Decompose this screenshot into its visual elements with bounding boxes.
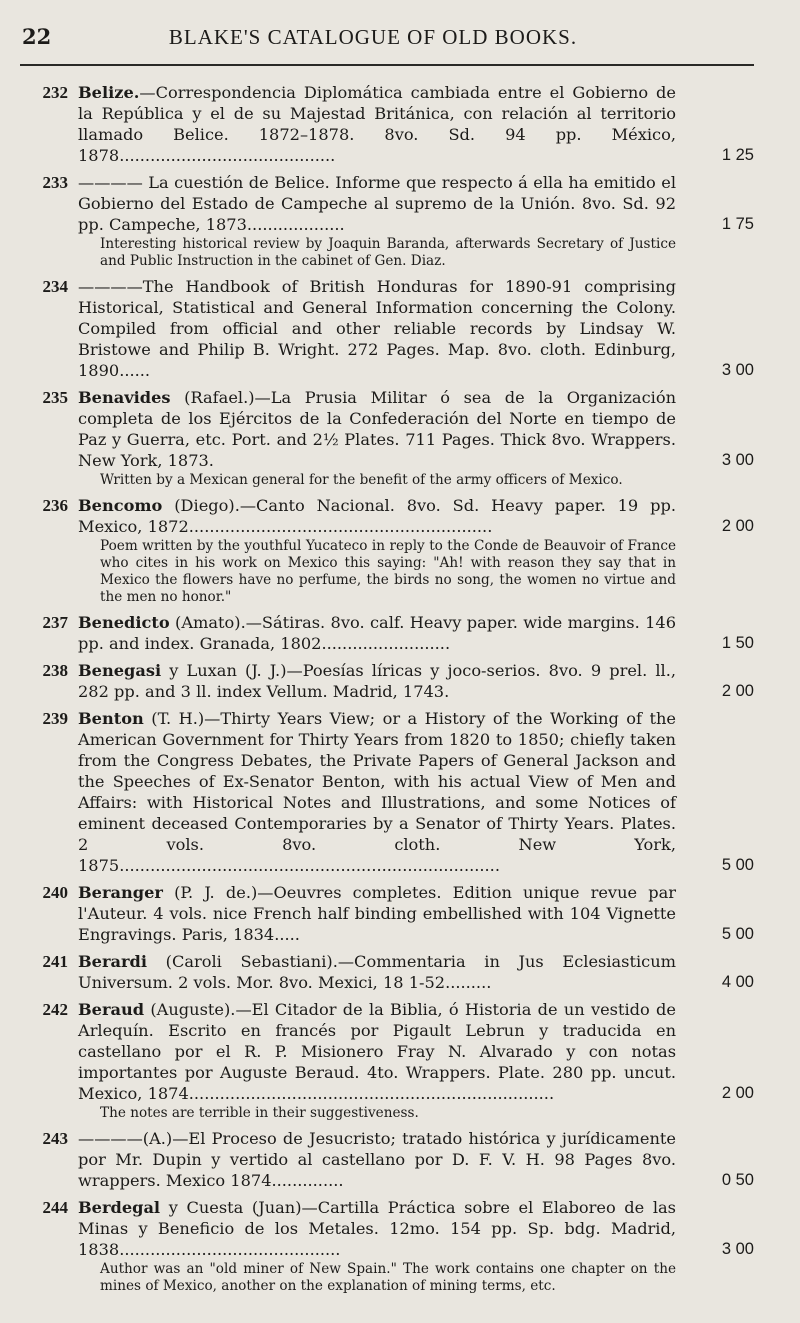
entry-author: Benton [78,709,144,728]
entry-text: (Diego).—Canto Nacional. 8vo. Sd. Heavy paper. 19 pp. Mexico, 1872........................................................... [78,496,676,536]
running-head [20,24,754,58]
catalogue-entry [20,276,754,381]
page-number: 22 [22,24,52,49]
catalogue-entry [20,612,754,654]
entry-number: 243 [42,1129,68,1148]
entry-author: Berdegal [78,1198,161,1217]
entry-text: (Rafael.)—La Prusia Militar ó sea de la Organización completa de los Ejércitos de la Confederación del Norte en tiempo de Paz y Guerra, etc. Port. and 2½ Plates. 711 Pages. Thick 8vo. Wrappers. New York, 1873. [78,388,676,470]
entry-text: y Cuesta (Juan)—Cartilla Práctica sobre el Elaboreo de las Minas y Beneficio de los Metales. 12mo. 154 pp. Sp. bdg. Madrid, 1838........................................... [78,1198,676,1259]
entry-number: 238 [42,661,68,680]
entry-description [78,951,676,993]
entry-text: (P. J. de.)—Oeuvres completes. Edition unique revue par l'Auteur. 4 vols. nice French half binding embellished with 104 Vignette Engravings. Paris, 1834..... [78,883,676,944]
entry-number: 234 [42,277,68,296]
entry-text: ————(A.)—El Proceso de Jesucristo; tratado histórica y jurídicamente por Mr. Dupin y vertido al castellano por D. F. V. H. 98 Pages 8vo. wrappers. Mexico 1874.............. [78,1129,676,1190]
entry-price: 1 25 [721,146,754,164]
catalogue-entry [20,387,754,489]
entry-text: ————The Handbook of British Honduras for 1890-91 comprising Historical, Statistical and General Information concerning the Colony. Compiled from official and other reliable records by Lindsay W. Bristowe and Philip B. Wright. 272 Pages. Map. 8vo. cloth. Edinburg, 1890...... [78,277,676,380]
entry-number: 241 [42,952,68,971]
catalogue-entry [20,660,754,702]
catalogue-entry [20,999,754,1122]
entry-author: Benedicto [78,613,170,632]
entry-note: The notes are terrible in their suggestiveness. [100,1105,419,1121]
catalogue-entry [20,82,754,166]
catalogue-entry [20,1197,754,1295]
catalogue-entry [20,951,754,993]
entry-description [78,660,676,702]
entry-number: 240 [42,883,68,902]
entry-description [78,882,676,945]
entry-text: —Correspondencia Diplomática cambiada entre el Gobierno de la República y el de su Majestad Británica, con relación al territorio llamado Belice. 1872–1878. 8vo. Sd. 94 pp. México, 1878.......................................... [78,83,676,165]
entry-description [78,172,676,235]
entry-author: Benegasi [78,661,162,680]
entry-price: 3 00 [721,1240,754,1258]
entry-text: (Caroli Sebastiani).—Commentaria in Jus Eclesiasticum Universum. 2 vols. Mor. 8vo. Mexici, 18 1-52......... [78,952,676,992]
entry-price: 5 00 [721,925,754,943]
entry-description [78,612,676,654]
catalogue-entry [20,172,754,270]
entry-price: 1 75 [721,215,754,233]
header-rule [20,64,754,66]
entry-price: 4 00 [721,973,754,991]
entry-author: Beranger [78,883,163,902]
entry-description [78,708,676,876]
entry-price: 5 00 [721,856,754,874]
entry-description [78,999,676,1104]
entry-number: 232 [42,83,68,102]
catalogue-entry [20,1128,754,1191]
entry-description [78,387,676,471]
entry-author: Berardi [78,952,147,971]
entry-text: (Auguste).—El Citador de la Biblia, ó Historia de un vestido de Arlequín. Escrito en francés por Pigault Lebrun y traducida en castellano por el R. P. Misionero Fray N. Alvarado y con notas importantes por Auguste Beraud. 4to. Wrappers. Plate. 280 pp. uncut. Mexico, 1874....................................................................... [78,1000,676,1103]
entry-description [78,276,676,381]
catalogue-entry [20,882,754,945]
entry-price: 0 50 [721,1171,754,1189]
entry-description [78,495,676,537]
entry-author: Bencomo [78,496,163,515]
entry-number: 239 [42,709,68,728]
entry-text: y Luxan (J. J.)—Poesías líricas y joco-serios. 8vo. 9 prel. ll., 282 pp. and 3 ll. index Vellum. Madrid, 1743. [78,661,676,701]
entry-description [78,1128,676,1191]
entry-number: 236 [42,496,68,515]
entry-note: Interesting historical review by Joaquin Baranda, afterwards Secretary of Justice and Public Instruction in the cabinet of Gen. Diaz. [100,236,676,269]
entry-author: Benavides [78,388,171,407]
catalogue-entry [20,708,754,876]
entry-description [78,1197,676,1260]
entry-text: (Amato).—Sátiras. 8vo. calf. Heavy paper. wide margins. 146 pp. and index. Granada, 1802......................... [78,613,676,653]
entry-note: Written by a Mexican general for the benefit of the army officers of Mexico. [100,472,623,488]
entry-description [78,82,676,166]
catalogue-entry [20,495,754,606]
entry-text: (T. H.)—Thirty Years View; or a History of the Working of the American Government for Thirty Years from 1820 to 1850; chiefly taken from the Congress Debates, the Private Papers of General Jackson and the Speeches of Ex-Senator Benton, with his actual View of Men and Affairs: with Historical Notes and Illustrations, and some Notices of eminent deceased Contemporaries by a Senator of Thirty Years. Plates. 2 vols. 8vo. cloth. New York, 1875.......................................................................... [78,709,676,875]
entry-text: ———— La cuestión de Belice. Informe que respecto á ella ha emitido el Gobierno del Estado de Campeche al supremo de la Unión. 8vo. Sd. 92 pp. Campeche, 1873................... [78,173,676,234]
entry-price: 2 00 [721,682,754,700]
entry-number: 244 [42,1198,68,1217]
entry-author: Beraud [78,1000,145,1019]
entry-price: 3 00 [721,361,754,379]
entry-author: Belize. [78,83,140,102]
entry-number: 242 [42,1000,68,1019]
entry-note: Author was an "old miner of New Spain." The work contains one chapter on the mines of Mexico, another on the explanation of mining terms, etc. [100,1261,676,1294]
entry-number: 235 [42,388,68,407]
entry-price: 3 00 [721,451,754,469]
entry-price: 1 50 [721,634,754,652]
entry-number: 237 [42,613,68,632]
page-title: BLAKE'S CATALOGUE OF OLD BOOKS. [168,25,578,49]
entry-price: 2 00 [721,1084,754,1102]
entry-note: Poem written by the youthful Yucateco in reply to the Conde de Beauvoir of France who cites in his work on Mexico this saying: "Ah! with reason they say that in Mexico the flowers have no perfume, the birds no song, the women no virtue and the men no honor." [100,538,676,605]
entry-number: 233 [42,173,68,192]
entry-price: 2 00 [721,517,754,535]
entry-list [20,82,754,1295]
